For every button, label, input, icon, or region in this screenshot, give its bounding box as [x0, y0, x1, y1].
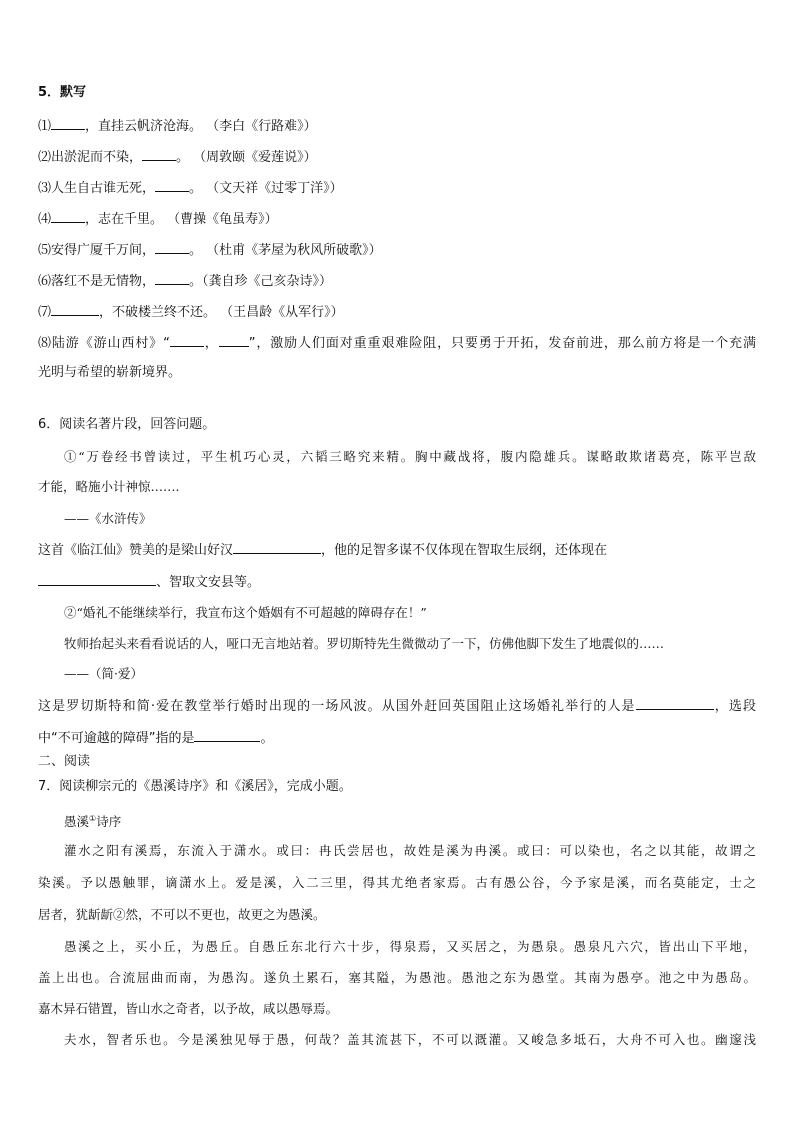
answer-blank[interactable] [155, 241, 189, 254]
q6-question-2-cont: 中“不可逾越的障碍”指的是 。 [38, 731, 274, 746]
q5-item-7: ⑺ ，不破楼兰终不还。 （王昌龄《从军行》） [38, 305, 344, 320]
q6-question-1-cont: 、智取文安县等。 [38, 573, 260, 591]
q7-passage-line: 嘉木异石错置，皆山水之奇者，以予故，咸以愚辱焉。 [38, 1001, 339, 1016]
q5-title: 5．默写 [38, 85, 87, 100]
section-heading: 二、阅读 [38, 754, 91, 769]
q5-item-2: ⑵出淤泥而不染， 。 （周敦颐《爱莲说》） [38, 150, 317, 165]
q7-passage-line: 愚溪之上，买小丘，为愚丘。自愚丘东北行六十步，得泉焉，又买居之，为愚泉。愚泉凡六穴，皆出山下平地， [64, 939, 756, 954]
q7-passage-line: 盖上出也。合流屈曲而南，为愚沟。遂负土累石，塞其隘，为愚池。愚池之东为愚堂。其南为愚亭。池之中为愚岛。 [38, 970, 756, 985]
answer-blank[interactable] [155, 272, 189, 285]
q5-item-6: ⑹落红不是无情物， 。（龚自珍《己亥杂诗》） [38, 274, 333, 289]
answer-blank[interactable] [219, 334, 249, 347]
answer-blank[interactable] [233, 541, 321, 554]
answer-blank[interactable] [170, 334, 204, 347]
q6-passage-2-line-1: ②“婚礼不能继续举行，我宣布这个婚姻有不可超越的障碍存在！” [64, 605, 427, 620]
q6-passage-1-line-1: ①“万卷经书曾读过，平生机巧心灵，六韬三略究来精。胸中藏战将，腹内隐雄兵。谋略敢欺诸葛亮，陈平岂敌 [64, 449, 756, 464]
q7-title: 7．阅读柳宗元的《愚溪诗序》和《溪居》，完成小题。 [38, 779, 352, 794]
answer-blank[interactable] [51, 117, 85, 130]
answer-blank[interactable] [194, 729, 260, 742]
q5-item-1: ⑴ ，直挂云帆济沧海。 （李白《行路难》） [38, 119, 317, 134]
q6-source-2: ——（简·爱） [64, 666, 143, 681]
q7-passage-line: 灌水之阳有溪焉，东流入于潇水。或曰：冉氏尝居也，故姓是溪为冉溪。或曰：可以染也，名之以其能，故谓之 [64, 843, 756, 858]
q7-passage-line: 染溪。予以愚触罪，谪潇水上。爱是溪，入二三里，得其尤绝者家焉。古有愚公谷，今予家是溪，而名莫能定，士之 [38, 875, 756, 890]
answer-blank[interactable] [636, 697, 714, 710]
q7-passage-title: 愚溪①诗序 [64, 814, 122, 830]
q6-source-1: ——《水浒传》 [64, 511, 152, 526]
q6-passage-1-line-2: 才能，略施小计神惊……. [38, 479, 180, 494]
q5-item-3: ⑶人生自古谁无死， 。 （文天祥《过零丁洋》） [38, 181, 343, 196]
q6-question-2: 这是罗切斯特和简·爱在教堂举行婚时出现的一场风波。从国外赶回英国阻止这场婚礼举行的人是 ，选段 [38, 699, 756, 714]
answer-blank[interactable] [142, 148, 176, 161]
answer-blank[interactable] [38, 573, 156, 586]
answer-blank[interactable] [155, 179, 189, 192]
q6-question-1: 这首《临江仙》赞美的是梁山好汉 ，他的足智多谋不仅体现在智取生辰纲，还体现在 [38, 543, 608, 558]
q7-passage-line: 居者，犹龂龂②然，不可以不更也，故更之为愚溪。 [38, 907, 326, 922]
q6-title: 6．阅读名著片段，回答问题。 [38, 417, 216, 432]
answer-blank[interactable] [51, 303, 99, 316]
answer-blank[interactable] [51, 210, 85, 223]
q5-item-8-cont: 光明与希望的崭新境界。 [38, 365, 182, 380]
q5-item-5: ⑸安得广厦千万间， 。 （杜甫《茅屋为秋风所破歌》） [38, 243, 382, 258]
q7-passage-line: 夫水，智者乐也。今是溪独见辱于愚，何哉？盖其流甚下，不可以溉灌。又峻急多坻石，大舟不可入也。幽邃浅 [64, 1032, 756, 1047]
q5-item-4: ⑷ ，志在千里。 （曹操《龟虽寿》） [38, 212, 278, 227]
q5-item-8: ⑻陆游《游山西村》“ ， ”，激励人们面对重重艰难险阻，只要勇于开拓，发奋前进，那么前方将是一个充满 [38, 336, 756, 351]
q6-passage-2-line-2: 牧师抬起头来看看说话的人，哑口无言地站着。罗切斯特先生微微动了一下，仿佛他脚下发生了地震似的…… [64, 636, 665, 651]
